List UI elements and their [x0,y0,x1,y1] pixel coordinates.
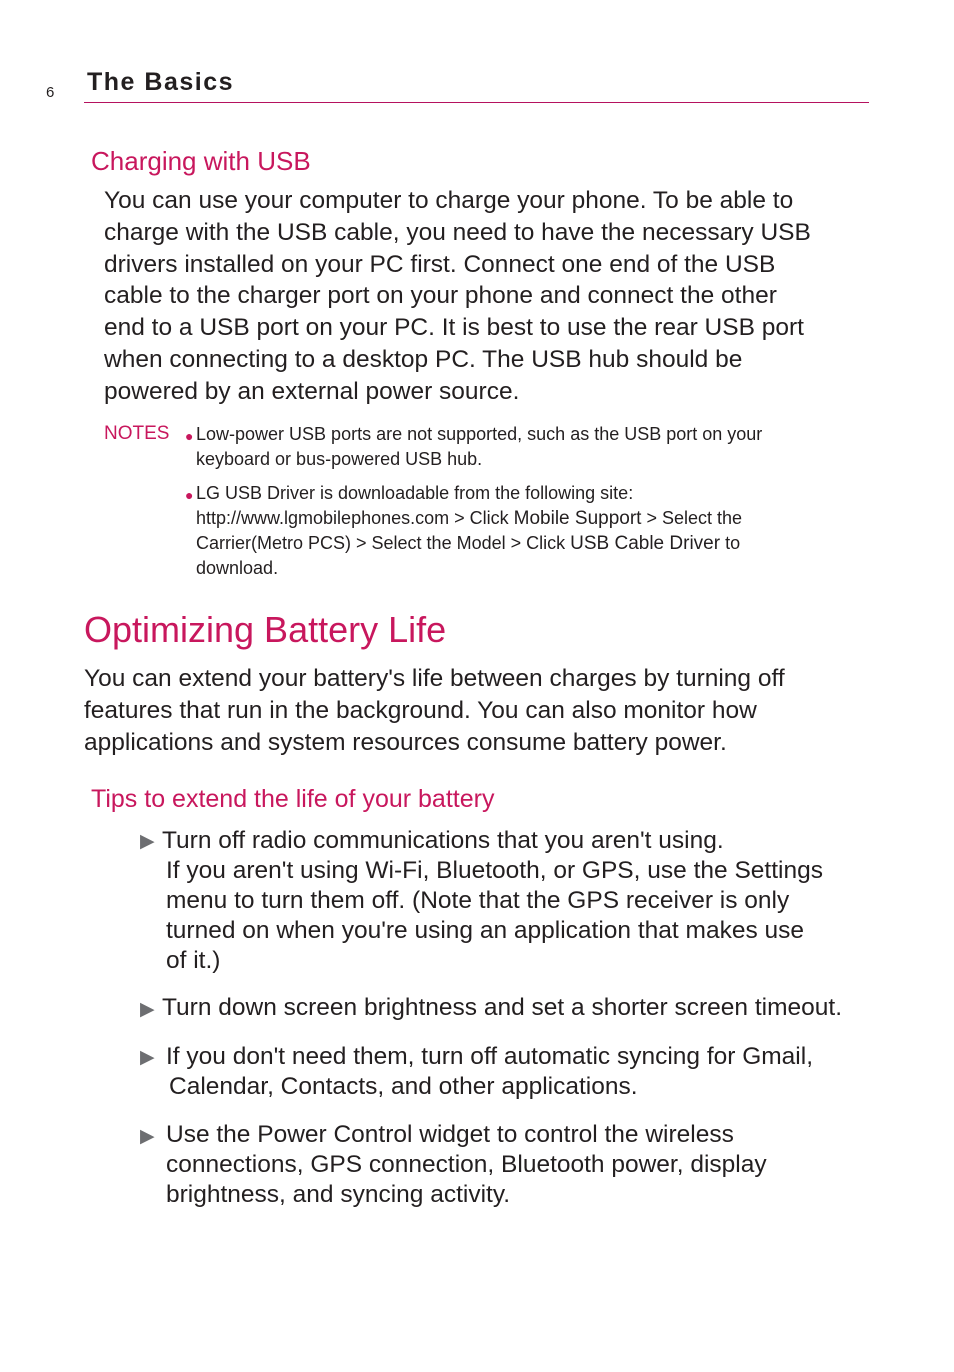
paragraph-line: end to a USB port on your PC. It is best to use the rear USB port [104,314,804,342]
paragraph-line: drivers installed on your PC first. Connect one end of the USB [104,250,776,278]
tip-line: If you aren't using Wi-Fi, Bluetooth, or GPS, use the Settings [166,857,823,884]
triangle-bullet-icon: ▶ [140,831,155,852]
tip-item [166,1120,876,1210]
tip-item [162,993,872,1023]
triangle-bullet-icon: ▶ [140,1047,155,1068]
tip-line: Calendar, Contacts, and other applications. [169,1073,638,1100]
note-line: download. [196,558,279,578]
charging-paragraph [104,185,811,408]
bullet-dot-icon: ● [185,428,194,444]
note-text: http://www.lgmobilephones.com > Click [196,508,514,528]
note-line [196,531,742,556]
section-header: The Basics [87,68,235,96]
note-line: Low-power USB ports are not supported, such as the USB port on your [196,424,763,444]
tip-line: Turn off radio communications that you aren't using. [162,827,724,854]
note-text: > Select the [641,508,743,528]
note-line: keyboard or bus-powered USB hub. [196,449,483,469]
tip-line: connections, GPS connection, Bluetooth power, display [166,1151,767,1178]
paragraph-line: charge with the USB cable, you need to have the necessary USB [104,218,811,246]
bullet-dot-icon: ● [185,487,194,503]
note-text: to [720,533,741,553]
paragraph-line: features that run in the background. You can also monitor how [84,696,757,724]
tip-line: Use the Power Control widget to control the wireless [166,1121,734,1148]
note-low-power-usb [196,422,762,472]
tip-line: turned on when you're using an application that makes use [166,917,805,944]
paragraph-line: cable to the charger port on your phone and connect the other [104,282,777,310]
triangle-bullet-icon: ▶ [140,999,155,1020]
header-divider [84,102,869,103]
paragraph-line: powered by an external power source. [104,377,520,405]
note-line [196,506,742,531]
paragraph-line: applications and system resources consume battery power. [84,728,727,756]
mobile-support-label: Mobile Support [513,508,642,529]
notes-label: NOTES [104,423,170,444]
tip-line: menu to turn them off. (Note that the GPS receiver is only [166,887,790,914]
tip-line: of it.) [166,947,221,974]
tip-item [162,826,872,976]
battery-title: Optimizing Battery Life [84,609,447,650]
tip-item [166,1042,876,1102]
note-usb-driver [196,481,742,581]
paragraph-line: You can use your computer to charge your phone. To be able to [104,187,794,214]
note-text: Carrier(Metro PCS) > Select the Model > Click [196,533,571,553]
tip-line: Turn down screen brightness and set a shorter screen timeout. [162,994,842,1021]
usb-cable-driver-label: USB Cable Driver [570,533,721,554]
note-line: LG USB Driver is downloadable from the following site: [196,483,634,503]
tips-heading: Tips to extend the life of your battery [91,785,495,813]
paragraph-line: when connecting to a desktop PC. The USB hub should be [104,345,743,373]
paragraph-line: You can extend your battery's life between charges by turning off [84,665,785,692]
battery-intro [84,663,785,758]
triangle-bullet-icon: ▶ [140,1126,155,1147]
page-number: 6 [46,84,55,101]
tip-line: brightness, and syncing activity. [166,1181,511,1208]
charging-heading: Charging with USB [91,146,311,176]
tip-line: If you don't need them, turn off automatic syncing for Gmail, [166,1043,814,1070]
